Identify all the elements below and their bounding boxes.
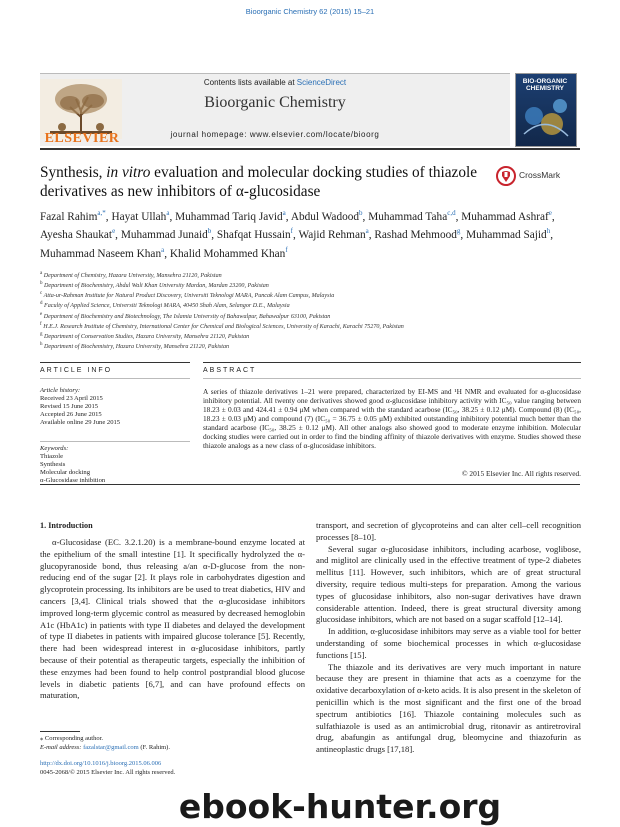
author-name: Wajid Rehman: [298, 229, 366, 242]
crossmark-icon: [496, 166, 516, 186]
author-affiliation-mark[interactable]: b: [359, 209, 363, 217]
author-name: Muhammad Tariq Javid: [175, 210, 283, 223]
history-list: [40, 395, 190, 427]
author-affiliation-mark[interactable]: b: [207, 227, 212, 236]
author-name: Muhammad Taha: [368, 210, 448, 223]
article-history: [40, 387, 190, 427]
keyword-entry: α-Glucosidase inhibition: [40, 477, 106, 484]
contents-prefix: Contents lists available at: [203, 78, 297, 87]
affiliation-text: Department of Conservation Studies, Hazara University, Mansehra 21120, Pakistan: [42, 333, 250, 340]
affiliation-line: [40, 321, 580, 331]
body-paragraph: In addition, α-glucosidase inhibitors may serve as a viable tool for better understanding of some biochemical processes in which α-glucosidase functions [15].: [316, 626, 581, 660]
email-link[interactable]: fazalstar@gmail.com: [83, 744, 139, 751]
affiliation-mark: f: [40, 321, 42, 327]
author-name: Muhammad Sajid: [466, 229, 547, 242]
keywords-rule: [40, 441, 190, 442]
affiliation-mark: c: [40, 291, 43, 297]
email-suffix: (F. Rahim).: [138, 744, 170, 751]
body-paragraph: The thiazole and its derivatives are very much important in nature because they are present in thiamine that acts as a coenzyme for the oxidative decarboxylation of α-keto acids. It is also present in the skeleton of penicillin which is the most significant and the first one of the broad spectrum antibiotics [16]. Thiazole containing molecules such as sulfathiazole is used as an antimicrobial drug, ritonavir as antiretroviral drug, abafungin as antifungal drug, bleomycine and thiazofurin as antineoplastic drugs [17,18].: [316, 661, 581, 755]
crossmark-badge[interactable]: [496, 166, 581, 186]
history-entry: Accepted 26 June 2015: [40, 411, 102, 418]
author-name: Muhammad Ashraf: [461, 210, 549, 223]
author-list: Fazal Rahim$^{a,*}$, Hayat Ullah$^a$, Muhammad Tariq Javid$^a$, Abdul Wadood$^b$, Muhammad Taha$^{c,d}$, Muhammad Ashraf$^e$, Ayesha Shaukat$^e$, Muhammad Junaid$^b$, Shafqat Hussain$^f$, Wajid Rehman$^a$, Rashad Mehmood$^g$, Muhammad Sajid$^h$, Muhammad Naseem Khan$^a$, Khalid Mohammed Khan$^f$: [40, 209, 555, 260]
affiliation-mark: b: [40, 281, 43, 287]
affiliation-text: Faculty of Applied Science, Universiti Teknologi MARA, 40450 Shah Alam, Selangor D.E., Malaysia: [42, 303, 290, 310]
affiliation-line: [40, 290, 580, 300]
doi-block: [40, 759, 305, 777]
author-affiliation-mark[interactable]: a: [282, 209, 286, 217]
affiliation-line: [40, 270, 580, 280]
article-info-rule: [40, 362, 190, 363]
keyword-entry: Molecular docking: [40, 469, 90, 476]
article-info-subrule: [40, 378, 190, 379]
author-affiliation-mark[interactable]: a: [161, 245, 165, 254]
affiliation-line: [40, 280, 580, 290]
author-name: Abdul Wadood: [290, 210, 360, 223]
abstract-rule: [203, 362, 581, 363]
abstract-text: A series of thiazole derivatives 1–21 were prepared, characterized by EI-MS and ¹H NMR and evaluated for α-glucosidase inhibitory potential. All twenty one derivatives showed good α-glucosidase inhibitory activity with IC₅₀ value ranging between 18.23 ± 0.03 and 424.41 ± 0.94 μM when compared with the standard acarbose (IC₅₀, 38.25 ± 0.12 μM). Compound (8) (IC₅₀, 18.23 ± 0.03 μM) and compound (7) (IC₅₀ = 36.75 ± 0.05 μM) exhibited outstanding inhibitory potential much better than the standard acarbose (IC₅₀, 38.25 ± 0.12 μM). All other analogs also showed good to moderate enzyme inhibition. Molecular docking studies were carried out in order to find the binding affinity of thiazole derivatives with enzyme. Studies showed these thiazole analogs as a new class of α-glucosidase inhibitors.: [203, 387, 581, 450]
body-paragraph: Several sugar α-glucosidase inhibitors, including acarbose, voglibose, and miglitol are clinically used in the effective treatment of type-2 diabetes mellitus [11]. However, such inhibitors, which are of great structural diversity, require tedious multi-steps for preparation. Among the various types of glucosidase inhibitors, also non-sugar derivatives have drawn considerable attention. Indeed, there is great structural diversity among glucosidase inhibitors, which are not based on a sugar scaffold [12–14].: [316, 543, 581, 625]
title-part-1: Synthesis,: [40, 164, 107, 181]
author-affiliation-mark[interactable]: h: [546, 227, 551, 236]
journal-reference[interactable]: Bioorganic Chemistry 62 (2015) 15–21: [245, 7, 375, 16]
title-part-2: evaluation and molecular docking studies of thiazole derivatives as new inhibitors of α-glucosidase: [40, 164, 478, 200]
author-name: Muhammad Naseem Khan: [40, 247, 162, 260]
author-affiliation-mark[interactable]: a: [365, 227, 369, 236]
affiliation-text: Atta-ur-Rahman Institute for Natural Product Discovery, Universiti Teknologi MARA, Puncak Alam Campus, Malaysia: [42, 293, 335, 300]
affiliation-text: Department of Biochemistry, Abdul Wali Khan University Mardan, Mardan 23200, Pakistan: [42, 283, 269, 290]
body-column-left: [40, 537, 305, 702]
footnote-rule: [40, 731, 80, 732]
affiliation-line: [40, 331, 580, 341]
author-name: Muhammad Junaid: [120, 229, 208, 242]
author-affiliation-mark[interactable]: g: [456, 227, 461, 236]
abstract-bottom-rule: [40, 484, 580, 485]
crossmark-label: CrossMark: [519, 170, 561, 180]
affiliation-mark: a: [40, 271, 43, 276]
affiliation-line: [40, 341, 580, 351]
issn-line: 0045-2068/© 2015 Elsevier Inc. All rights reserved.: [40, 769, 176, 776]
affiliation-line: [40, 311, 580, 321]
author-affiliation-mark[interactable]: c,d: [447, 209, 456, 217]
author-affiliation-mark[interactable]: a,*: [97, 209, 106, 217]
body-paragraph: α-Glucosidase (EC. 3.2.1.20) is a membrane-bound enzyme located at the epithelium of the small intestine [1]. It specifically hydrolyzed the α-glucopyranoside bond, thus releasing a/an α-D-glucose from the non-reducing end of the sugar [2]. It plays role in carbohydrates digestion and glycoprotein processing. Its inhibitors are be used to treat diabetics, HIV and cancers [3,4]. Clinical trials showed that the α-glucosidase inhibitors improved long-term glycemic control as measured by decreased hemoglobin A1c (HbA1c) in patients with type II diabetes and delayed the development of type II diabetes in patients with impaired glucose tolerance [5]. Recently, there had been widespread interest in α-glucosidase inhibitors, partly because of their potential as therapeutic targets, especially the inhibition of these enzymes had been found to help control postprandial blood glucose levels in diabetic patients [6,7], and can have profound effects on maturation,: [40, 537, 305, 701]
header-rule: [40, 148, 580, 150]
abstract-subrule: [203, 378, 581, 379]
journal-name: Bioorganic Chemistry: [204, 94, 346, 111]
author-affiliation-mark[interactable]: a: [166, 209, 170, 217]
elsevier-wordmark: ELSEVIER: [44, 131, 120, 146]
author-affiliation-mark[interactable]: f: [285, 245, 288, 254]
affiliation-text: Department of Biochemistry and Biotechnology, The Islamia University of Bahawalpur, Bahawalpur 63100, Pakistan: [42, 313, 331, 320]
keywords-label: Keywords:: [40, 445, 69, 452]
author-name: Fazal Rahim: [40, 210, 98, 223]
doi-link[interactable]: http://dx.doi.org/10.1016/j.bioorg.2015.06.006: [40, 760, 162, 767]
affiliation-line: [40, 300, 580, 310]
affiliation-mark: h: [40, 341, 43, 347]
history-entry: Received 23 April 2015: [40, 395, 103, 402]
cover-title: BIO-ORGANIC CHEMISTRY: [522, 78, 568, 92]
abstract-heading: ABSTRACT: [203, 367, 257, 374]
article-info-heading: ARTICLE INFO: [40, 367, 113, 374]
journal-homepage[interactable]: journal homepage: www.elsevier.com/locate/bioorg: [170, 130, 380, 139]
watermark: ebook-hunter.org: [178, 787, 502, 826]
sciencedirect-link[interactable]: ScienceDirect: [296, 78, 347, 87]
affiliation-mark: d: [40, 301, 43, 307]
keyword-entry: Synthesis: [40, 461, 66, 468]
history-label: Article history:: [40, 387, 81, 394]
affiliation-text: Department of Biochemistry, Hazara University, Mansehra 21120, Pakistan: [42, 343, 230, 350]
affiliation-text: H.E.J. Research Institute of Chemistry, International Center for Chemical and Biological Sciences, University of Karachi, Karachi 75270, Pakistan: [41, 323, 404, 330]
keyword-list: [40, 453, 190, 485]
affiliation-mark: e: [40, 311, 43, 317]
author-affiliation-mark[interactable]: e: [112, 227, 116, 236]
author-name: Khalid Mohammed Khan: [169, 247, 286, 260]
author-affiliation-mark[interactable]: f: [290, 227, 293, 236]
footnote: [40, 734, 305, 752]
author-name: Rashad Mehmood: [374, 229, 457, 242]
email-label: E-mail address:: [40, 744, 84, 751]
keyword-entry: Thiazole: [40, 453, 64, 460]
author-affiliation-mark[interactable]: e: [548, 209, 552, 217]
keywords: [40, 445, 190, 485]
title-italic: in vitro: [106, 164, 151, 181]
author-name: Shafqat Hussain: [216, 229, 291, 242]
author-name: Ayesha Shaukat: [40, 229, 113, 242]
body-column-right: [316, 520, 581, 756]
affiliation-mark: g: [40, 331, 43, 337]
affiliations: [40, 270, 580, 351]
body-paragraph: transport, and secretion of glycoproteins and can alter cell–cell recognition processes [8–10].: [316, 520, 581, 542]
abstract-copyright: © 2015 Elsevier Inc. All rights reserved.: [462, 469, 581, 478]
history-entry: Available online 29 June 2015: [40, 419, 121, 426]
author-name: Hayat Ullah: [111, 210, 167, 223]
introduction-heading: 1. Introduction: [40, 521, 93, 530]
history-entry: Revised 15 June 2015: [40, 403, 99, 410]
affiliation-text: Department of Chemistry, Hazara University, Mansehra 21120, Pakistan: [42, 273, 222, 280]
article-title: [40, 163, 480, 201]
corresponding-author-note: ⁎ Corresponding author.: [40, 735, 104, 742]
